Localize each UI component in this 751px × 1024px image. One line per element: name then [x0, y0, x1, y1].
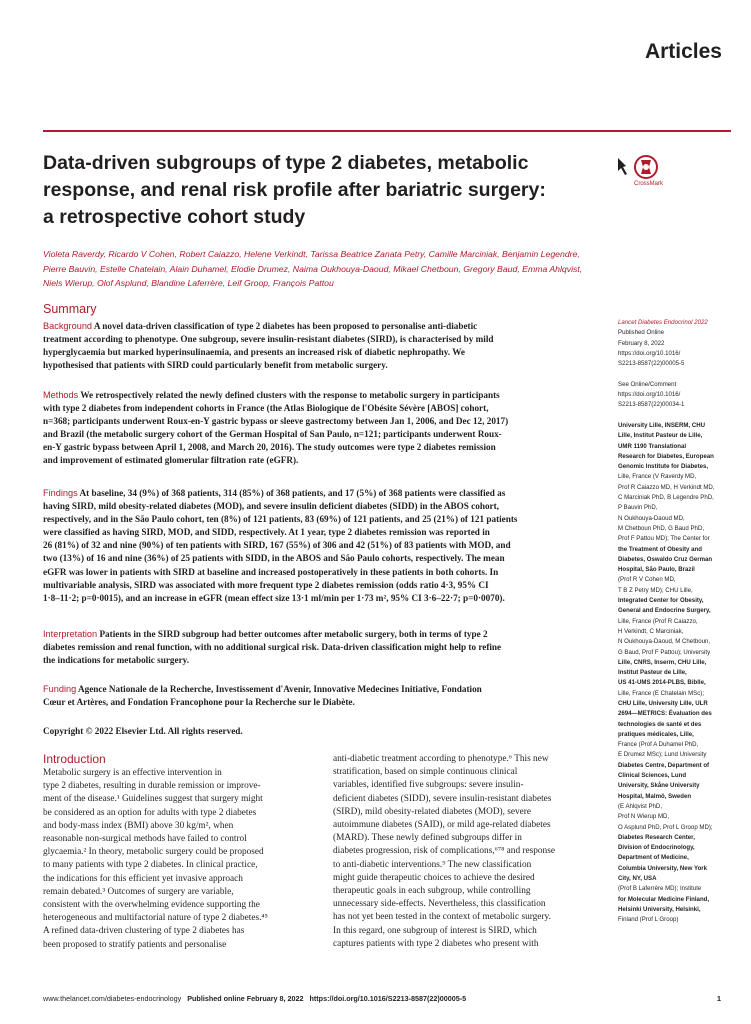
affiliation-line: University, Skåne University — [618, 782, 700, 790]
text-line: (MARD). These newly defined subgroups differ in — [333, 833, 522, 844]
affiliation-line: Columbia University, New York — [618, 864, 708, 872]
text-line: (SIRD), mild obesity-related diabetes (MOD), severe — [333, 806, 532, 817]
text-line: might guide therapeutic choices to achieve the desired — [333, 872, 535, 883]
abstract-line: eGFR was lower in patients with SIRD at baseline and increased postoperatively in these patients in both cohorts. In — [43, 566, 499, 577]
text-line: consistent with the overwhelming evidence supporting the — [43, 900, 260, 911]
abstract-methods — [43, 389, 609, 468]
text-line: unnecessary side-effects. Nevertheless, this classification — [333, 899, 546, 910]
abstract-line: the indications for metabolic surgery. — [43, 655, 190, 666]
affiliation-line: C Marciniak PhD, B Legendre PhD, — [618, 494, 714, 502]
affiliation-line: Diabetes Research Center, — [618, 833, 695, 841]
affiliation-line: Hospital, Malmö, Sweden — [618, 792, 692, 800]
abstract-line: 26 (81%) of 32 and nine (90%) of ten patients with SIRD, 167 (55%) of 306 and 42 (51%) of 83 patients with MOD, and — [43, 540, 511, 551]
introduction-heading: Introduction — [43, 752, 106, 766]
crossmark-label[interactable]: CrossMark — [634, 181, 664, 187]
summary-heading: Summary — [43, 302, 97, 316]
text-line: therapeutic goals in each subgroup, while controlling — [333, 886, 531, 897]
text-line: February 8, 2022 — [618, 339, 665, 347]
abstract-line: treatment according to phenotype. One subgroup, severe insulin-resistant diabetes (SIRD), is characterised by mild — [43, 334, 494, 345]
text-line: https://doi.org/10.1016/ — [618, 349, 681, 357]
abstract-line: Cœur et Artères, and Fondation Francophone pour la Recherche sur le Diabète. — [43, 697, 355, 708]
affiliation-line: N Oukhouya-Daoud, M Chetboun, — [618, 638, 711, 646]
footer-published: Published online February 8, 2022 — [187, 994, 304, 1003]
affiliation-line: Research for Diabetes, European — [618, 452, 714, 460]
affiliation-line: H Verkindt, C Marciniak, — [618, 627, 684, 635]
text-line: to many patients with type 2 diabetes. In clinical practice, — [43, 860, 258, 871]
title-line: a retrospective cohort study — [43, 206, 306, 228]
background-label: Background — [43, 321, 93, 331]
funding-label: Funding — [43, 684, 77, 694]
text-line: remain debated.³ Outcomes of surgery are variable, — [43, 886, 234, 897]
affiliation-line: Hospital, São Paulo, Brazil — [618, 566, 695, 574]
abstract-line: en-Y gastric bypass between April 1, 2008, and March 20, 2016). The study outcomes were type 2 diabetes remission — [43, 442, 496, 453]
author-line: Pierre Bauvin, Estelle Chatelain, Alain Duhamel, Elodie Drumez, Naima Oukhouya-Daoud, Mikael Chetboun, Gregory Baud, Emma Ahlqvist, — [43, 263, 583, 274]
abstract-line: hypothesised that patients with SIRD could particularly benefit from metabolic surgery. — [43, 360, 388, 371]
abstract-findings — [43, 487, 609, 605]
affiliation-line: M Chetboun PhD, G Baud PhD, — [618, 524, 705, 532]
affiliation-line: technologies de santé et des — [618, 720, 702, 728]
text-line: and body-mass index (BMI) above 30 kg/m², when — [43, 820, 234, 831]
text-line: autoimmune diabetes (SAID), or mild age-related diabetes — [333, 820, 551, 831]
abstract-copyright — [43, 725, 609, 738]
affiliation-line: City, NY, USA — [618, 875, 657, 883]
copyright-line: Copyright © 2022 Elsevier Ltd. All rights reserved. — [43, 726, 243, 736]
affiliation-line: Lille, France (Prof R Caiazzo, — [618, 617, 698, 625]
affiliation-line: US 41-UMS 2014-PLBS, Biblle, — [618, 679, 706, 687]
abstract-line: Agence Nationale de la Recherche, Investissement d'Avenir, Innovative Medecines Initiative, Fondation — [76, 684, 482, 694]
abstract-line: Patients in the SIRD subgroup had better outcomes after metabolic surgery, both in terms of type 2 — [97, 629, 488, 639]
journal-citation: Lancet Diabetes Endocrinol 2022 — [618, 319, 708, 326]
affiliation-line: for Molecular Medicine Finland, — [618, 895, 710, 903]
text-line: reasonable non-surgical methods have failed to control — [43, 834, 247, 845]
footer-url[interactable]: www.thelancet.com/diabetes-endocrinology — [43, 994, 182, 1003]
abstract-line: with type 2 diabetes from independent cohorts in France (the Atlas Biologique de l'Obésite Sévère [ABOS] cohort, — [43, 403, 489, 414]
affiliation-line: University Lille, INSERM, CHU — [618, 421, 706, 429]
methods-label: Methods — [43, 390, 79, 400]
affiliation-line: France (Prof A Duhamel PhD, — [618, 741, 699, 749]
affiliation-line: the Treatment of Obesity and — [618, 545, 702, 553]
affiliation-line: Institut Pasteur de Lille, — [618, 669, 687, 677]
abstract-funding — [43, 683, 609, 709]
text-line: be considered as an option for adults with type 2 diabetes — [43, 807, 257, 818]
text-line: stratification, based on simple continuous clinical — [333, 767, 518, 778]
text-line: the indications for this efficient yet invasive approach — [43, 873, 243, 884]
affiliation-line: Department of Medicine, — [618, 854, 689, 862]
affiliation-line: Diabetes, Oswaldo Cruz German — [618, 555, 713, 563]
affiliation-line: 2694—METRICS: Évaluation des — [618, 710, 712, 718]
text-line: In this regard, one subgroup of interest is SIRD, which — [333, 925, 537, 936]
affiliation-line: Helsinki University, Helsinki, — [618, 905, 701, 913]
affiliation-line: (Prof R V Cohen MD, — [618, 576, 676, 584]
text-line: S2213-8587(22)00005-5 — [618, 360, 685, 368]
text-line — [618, 411, 736, 421]
affiliation-line: E Drumez MSc); Lund University — [618, 751, 707, 759]
abstract-line: and Brazil (the metabolic surgery cohort of the German Hospital of San Paulo, n=121; participants underwent Roux- — [43, 429, 502, 440]
text-line: See Online/Comment — [618, 380, 677, 388]
affiliation-line: Integrated Center for Obesity, — [618, 597, 704, 605]
abstract-line: hyperglycaemia but marked hyperinsulinaemia, and presents an increased risk of diabetic nephropathy. We — [43, 347, 465, 358]
sidebar-meta — [618, 318, 736, 926]
text-line: S2213-8587(22)00034-1 — [618, 401, 685, 409]
author-line: Violeta Raverdy, Ricardo V Cohen, Robert Caiazzo, Helene Verkindt, Tarissa Beatrice Zanata Petry, Camille Marciniak, Benjamin Legendre, — [43, 249, 580, 259]
text-line: Published Online — [618, 329, 665, 337]
body-column-1 — [43, 767, 315, 952]
text-line: https://doi.org/10.1016/ — [618, 391, 681, 399]
findings-label: Findings — [43, 488, 78, 498]
page-number: 1 — [716, 994, 721, 1003]
text-line: diabetes progression, risk of complications,⁶⁷⁸ and response — [333, 846, 555, 857]
affiliation-line: P Bauvin PhD, — [618, 504, 658, 512]
section-label: Articles — [644, 40, 722, 63]
abstract-line: having SIRD, mild obesity-related diabetes (MOD), and severe insulin deficient diabetes (SIDD) in the ABOS cohort, — [43, 501, 499, 512]
abstract-line: A novel data-driven classification of type 2 diabetes has been proposed to personalise anti-diabetic — [92, 321, 478, 331]
affiliation-line: T B Z Petry MD); CHU Lille, — [618, 586, 693, 594]
text-line: anti-diabetic treatment according to phenotype.⁶ This new — [333, 754, 549, 764]
abstract-line: 1·8–11·2; p=0·0015), and an increase in eGFR (mean effect size 13·1 ml/min per 1·73 m², 95% CI 3·6–22·7; p=0·0070). — [43, 592, 505, 603]
article-title — [43, 150, 563, 231]
affiliation-line: General and Endocrine Surgery, — [618, 607, 711, 615]
affiliation-line: Diabetes Centre, Department of — [618, 761, 710, 769]
abstract-line: respectively, and in the São Paulo cohort, ten (8%) of 121 patients, 83 (69%) of 121 patients, and 25 (21%) of 121 patients — [43, 514, 518, 525]
body-column-2 — [333, 753, 605, 951]
affiliation-line: Clinical Sciences, Lund — [618, 772, 687, 780]
affiliation-line: CHU Lille, University Lille, ULR — [618, 699, 708, 707]
affiliation-line: (E Ahlqvist PhD, — [618, 802, 663, 810]
affiliation-line: pratiques médicales, Lille, — [618, 730, 694, 738]
affiliation-line: Lille, Institut Pasteur de Lille, — [618, 432, 703, 440]
affiliation-line: Division of Endocrinology, — [618, 844, 695, 852]
affiliation-line: UMR 1190 Translational — [618, 442, 687, 450]
abstract-line: two (13%) of 16 and nine (36%) of 25 patients with SIDD, in the ABOS and São Paulo cohorts, respectively. The mean — [43, 553, 505, 564]
header-rule — [43, 130, 731, 132]
affiliation-line: N Oukhouya-Daoud MD, — [618, 514, 685, 522]
text-line: has not yet been tested in the context of metabolic surgery. — [333, 912, 551, 923]
affiliation-line: Genomic Institute for Diabetes, — [618, 463, 709, 471]
footer-doi[interactable]: https://doi.org/10.1016/S2213-8587(22)00005-5 — [309, 994, 467, 1003]
text-line: ment of the disease.¹ Guidelines suggest that surgery might — [43, 794, 263, 805]
abstract-line: were classified as having SIRD, MOD, and SIDD, respectively. At 1 year, type 2 diabetes remission was reported in — [43, 527, 490, 538]
abstract-line: diabetes remission and renal function, with no additional surgical risk. Data-driven classification might help to refine — [43, 642, 502, 653]
text-line: type 2 diabetes, resulting in durable remission or improve- — [43, 781, 261, 792]
text-line: heterogeneous and multifactorial nature of type 2 diabetes.⁴⁵ — [43, 913, 268, 924]
text-line — [618, 369, 736, 379]
author-list — [43, 247, 683, 291]
abstract-line: We retrospectively related the newly defined clusters with the response to metabolic surgery in participants — [78, 390, 500, 400]
abstract-line: and improvement of estimated glomerular filtration rate (eGFR). — [43, 455, 299, 466]
author-line: Niels Wierup, Olof Asplund, Blandine Laferrère, Leif Groop, François Pattou — [43, 278, 334, 288]
abstract-line: n=368; participants underwent Roux-en-Y gastric bypass or sleeve gastrectomy between Jan 1, 2006, and Dec 12, 2017) — [43, 416, 509, 427]
title-line: Data-driven subgroups of type 2 diabetes, metabolic — [43, 152, 529, 174]
affiliation-line: Lille, CNRS, Inserm, CHU Lille, — [618, 658, 707, 666]
affiliation-line: (Prof B Laferrère MD); Institute — [618, 885, 702, 893]
affiliation-line: G Baud, Prof F Pattou); University — [618, 648, 711, 656]
affiliation-line: Finland (Prof L Groop) — [618, 916, 679, 924]
text-line: variables, identified five subgroups: severe insulin- — [333, 780, 524, 791]
text-line: deficient diabetes (SIDD), severe insulin-resistant diabetes — [333, 793, 552, 804]
text-line: captures patients with type 2 diabetes who present with — [333, 938, 539, 949]
title-line: response, and renal risk profile after bariatric surgery: — [43, 179, 546, 201]
affiliation-line: Prof R Caiazzo MD, H Verkindt MD, — [618, 483, 715, 491]
footer — [43, 994, 466, 1003]
affiliation-line: O Asplund PhD, Prof L Groop MD); — [618, 823, 713, 831]
abstract-line: At baseline, 34 (9%) of 368 patients, 314 (85%) of 368 patients, and 17 (5%) of 368 patients were classified as — [77, 488, 506, 498]
text-line: glycaemia.² In theory, metabolic surgery could be proposed — [43, 847, 264, 858]
affiliation-line: Prof N Wierup MD, — [618, 813, 670, 821]
affiliation-line: Lille, France (E Chatelain MSc); — [618, 689, 705, 697]
abstract-line: multivariable analysis, SIRD was associated with more frequent type 2 diabetes remission (odds ratio 4·3, 95% CI — [43, 579, 489, 590]
text-line: A refined data-driven clustering of type 2 diabetes has — [43, 926, 245, 937]
affiliation-line: Prof F Pattou MD); The Center for — [618, 535, 710, 543]
abstract-background — [43, 320, 609, 372]
text-line: Metabolic surgery is an effective intervention in — [43, 768, 222, 778]
interpretation-label: Interpretation — [43, 629, 98, 639]
text-line: been proposed to stratify patients and personalise — [43, 939, 227, 950]
text-line: to anti-diabetic interventions.⁹ The new classification — [333, 859, 532, 870]
affiliation-line: Lille, France (V Raverdy MD, — [618, 473, 697, 481]
abstract-interpretation — [43, 628, 609, 667]
